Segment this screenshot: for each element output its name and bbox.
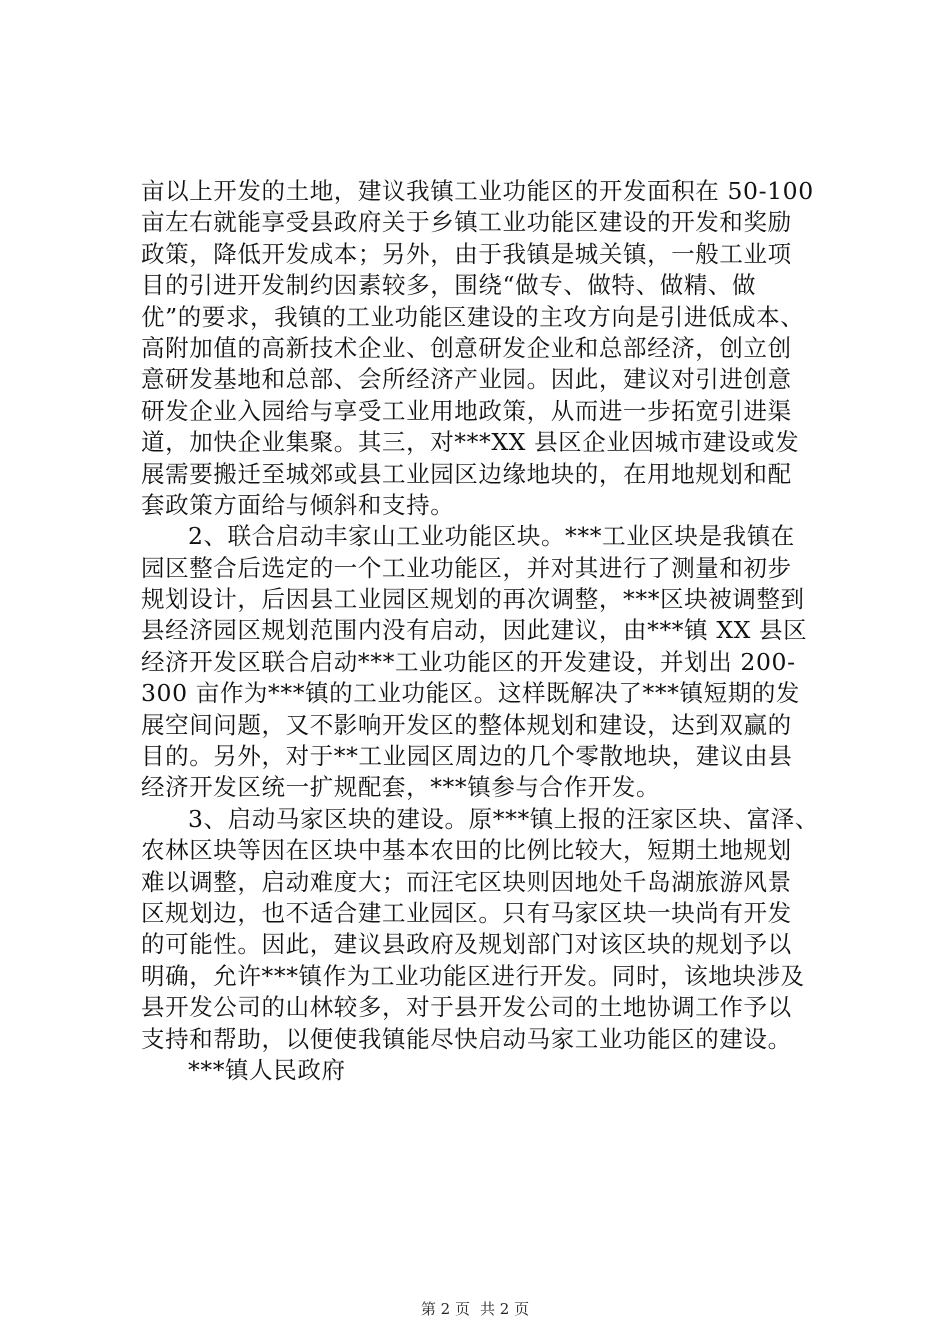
paragraph-line: 区规划边，也不适合建工业园区。只有马家区块一块尚有开发 [141,898,792,927]
page-footer [0,1299,950,1319]
paragraph-line: 优”的要求，我镇的工业功能区建设的主攻方向是引进低成本、 [141,302,805,331]
paragraph-line: 明确，允许***镇作为工业功能区进行开发。同时，该地块涉及 [141,961,805,990]
paragraph-line: 2、联合启动丰家山工业功能区块。***工业区块是我镇在 [188,522,795,551]
paragraph-line: 道，加快企业集聚。其三，对***XX 县区企业因城市建设或发 [141,428,800,457]
paragraph-line: 规划设计，后因县工业园区规划的再次调整，***区块被调整到 [141,585,805,614]
paragraph-line: 展需要搬迁至城郊或县工业园区边缘地块的，在用地规划和配 [141,459,792,488]
paragraph-line: 300 亩作为***镇的工业功能区。这样既解决了***镇短期的发 [141,679,801,708]
paragraph-line: 3、启动马家区块的建设。原***镇上报的汪家区块、富泽、 [188,804,820,833]
paragraph-line: 经济开发区统一扩规配套，***镇参与合作开发。 [141,773,661,802]
paragraph-line: 的可能性。因此，建议县政府及规划部门对该区块的规划予以 [141,930,792,959]
page-number: 第 2 页 [420,1300,470,1318]
paragraph-line: 难以调整，启动难度大；而汪宅区块则因地处千岛湖旅游风景 [141,867,792,896]
paragraph-line: 展空间问题，又不影响开发区的整体规划和建设，达到双赢的 [141,710,792,739]
paragraph-line: 支持和帮助，以便使我镇能尽快启动马家工业功能区的建设。 [141,1024,792,1053]
signature-line: ***镇人民政府 [188,1055,346,1084]
page-total: 共 2 页 [480,1300,530,1318]
paragraph-line: 亩左右就能享受县政府关于乡镇工业功能区建设的开发和奖励 [141,208,792,237]
paragraph-line: 县开发公司的山林较多，对于县开发公司的土地协调工作予以 [141,993,792,1022]
paragraph-line: 县经济园区规划范围内没有启动，因此建议，由***镇 XX 县区 [141,616,808,645]
paragraph-line: 农林区块等因在区块中基本农田的比例比较大，短期土地规划 [141,836,792,865]
paragraph-line: 套政策方面给与倾斜和支持。 [141,490,455,519]
document-body [141,176,821,1086]
paragraph-line: 政策，降低开发成本；另外，由于我镇是城关镇，一般工业项 [141,239,792,268]
paragraph-line: 意研发基地和总部、会所经济产业园。因此，建议对引进创意 [141,365,792,394]
paragraph-line: 目的引进开发制约因素较多，围绕“做专、做特、做精、做 [141,271,757,300]
paragraph-line: 园区整合后选定的一个工业功能区，并对其进行了测量和初步 [141,553,792,582]
paragraph-line: 研发企业入园给与享受工业用地政策，从而进一步拓宽引进渠 [141,396,792,425]
paragraph-line: 经济开发区联合启动***工业功能区的开发建设，并划出 200- [141,647,796,676]
paragraph-line: 目的。另外，对于**工业园区周边的几个零散地块，建议由县 [141,742,793,771]
paragraph-line: 亩以上开发的土地，建议我镇工业功能区的开发面积在 50-100 [141,177,814,205]
paragraph-line: 高附加值的高新技术企业、创意研发企业和总部经济，创立创 [141,333,792,362]
